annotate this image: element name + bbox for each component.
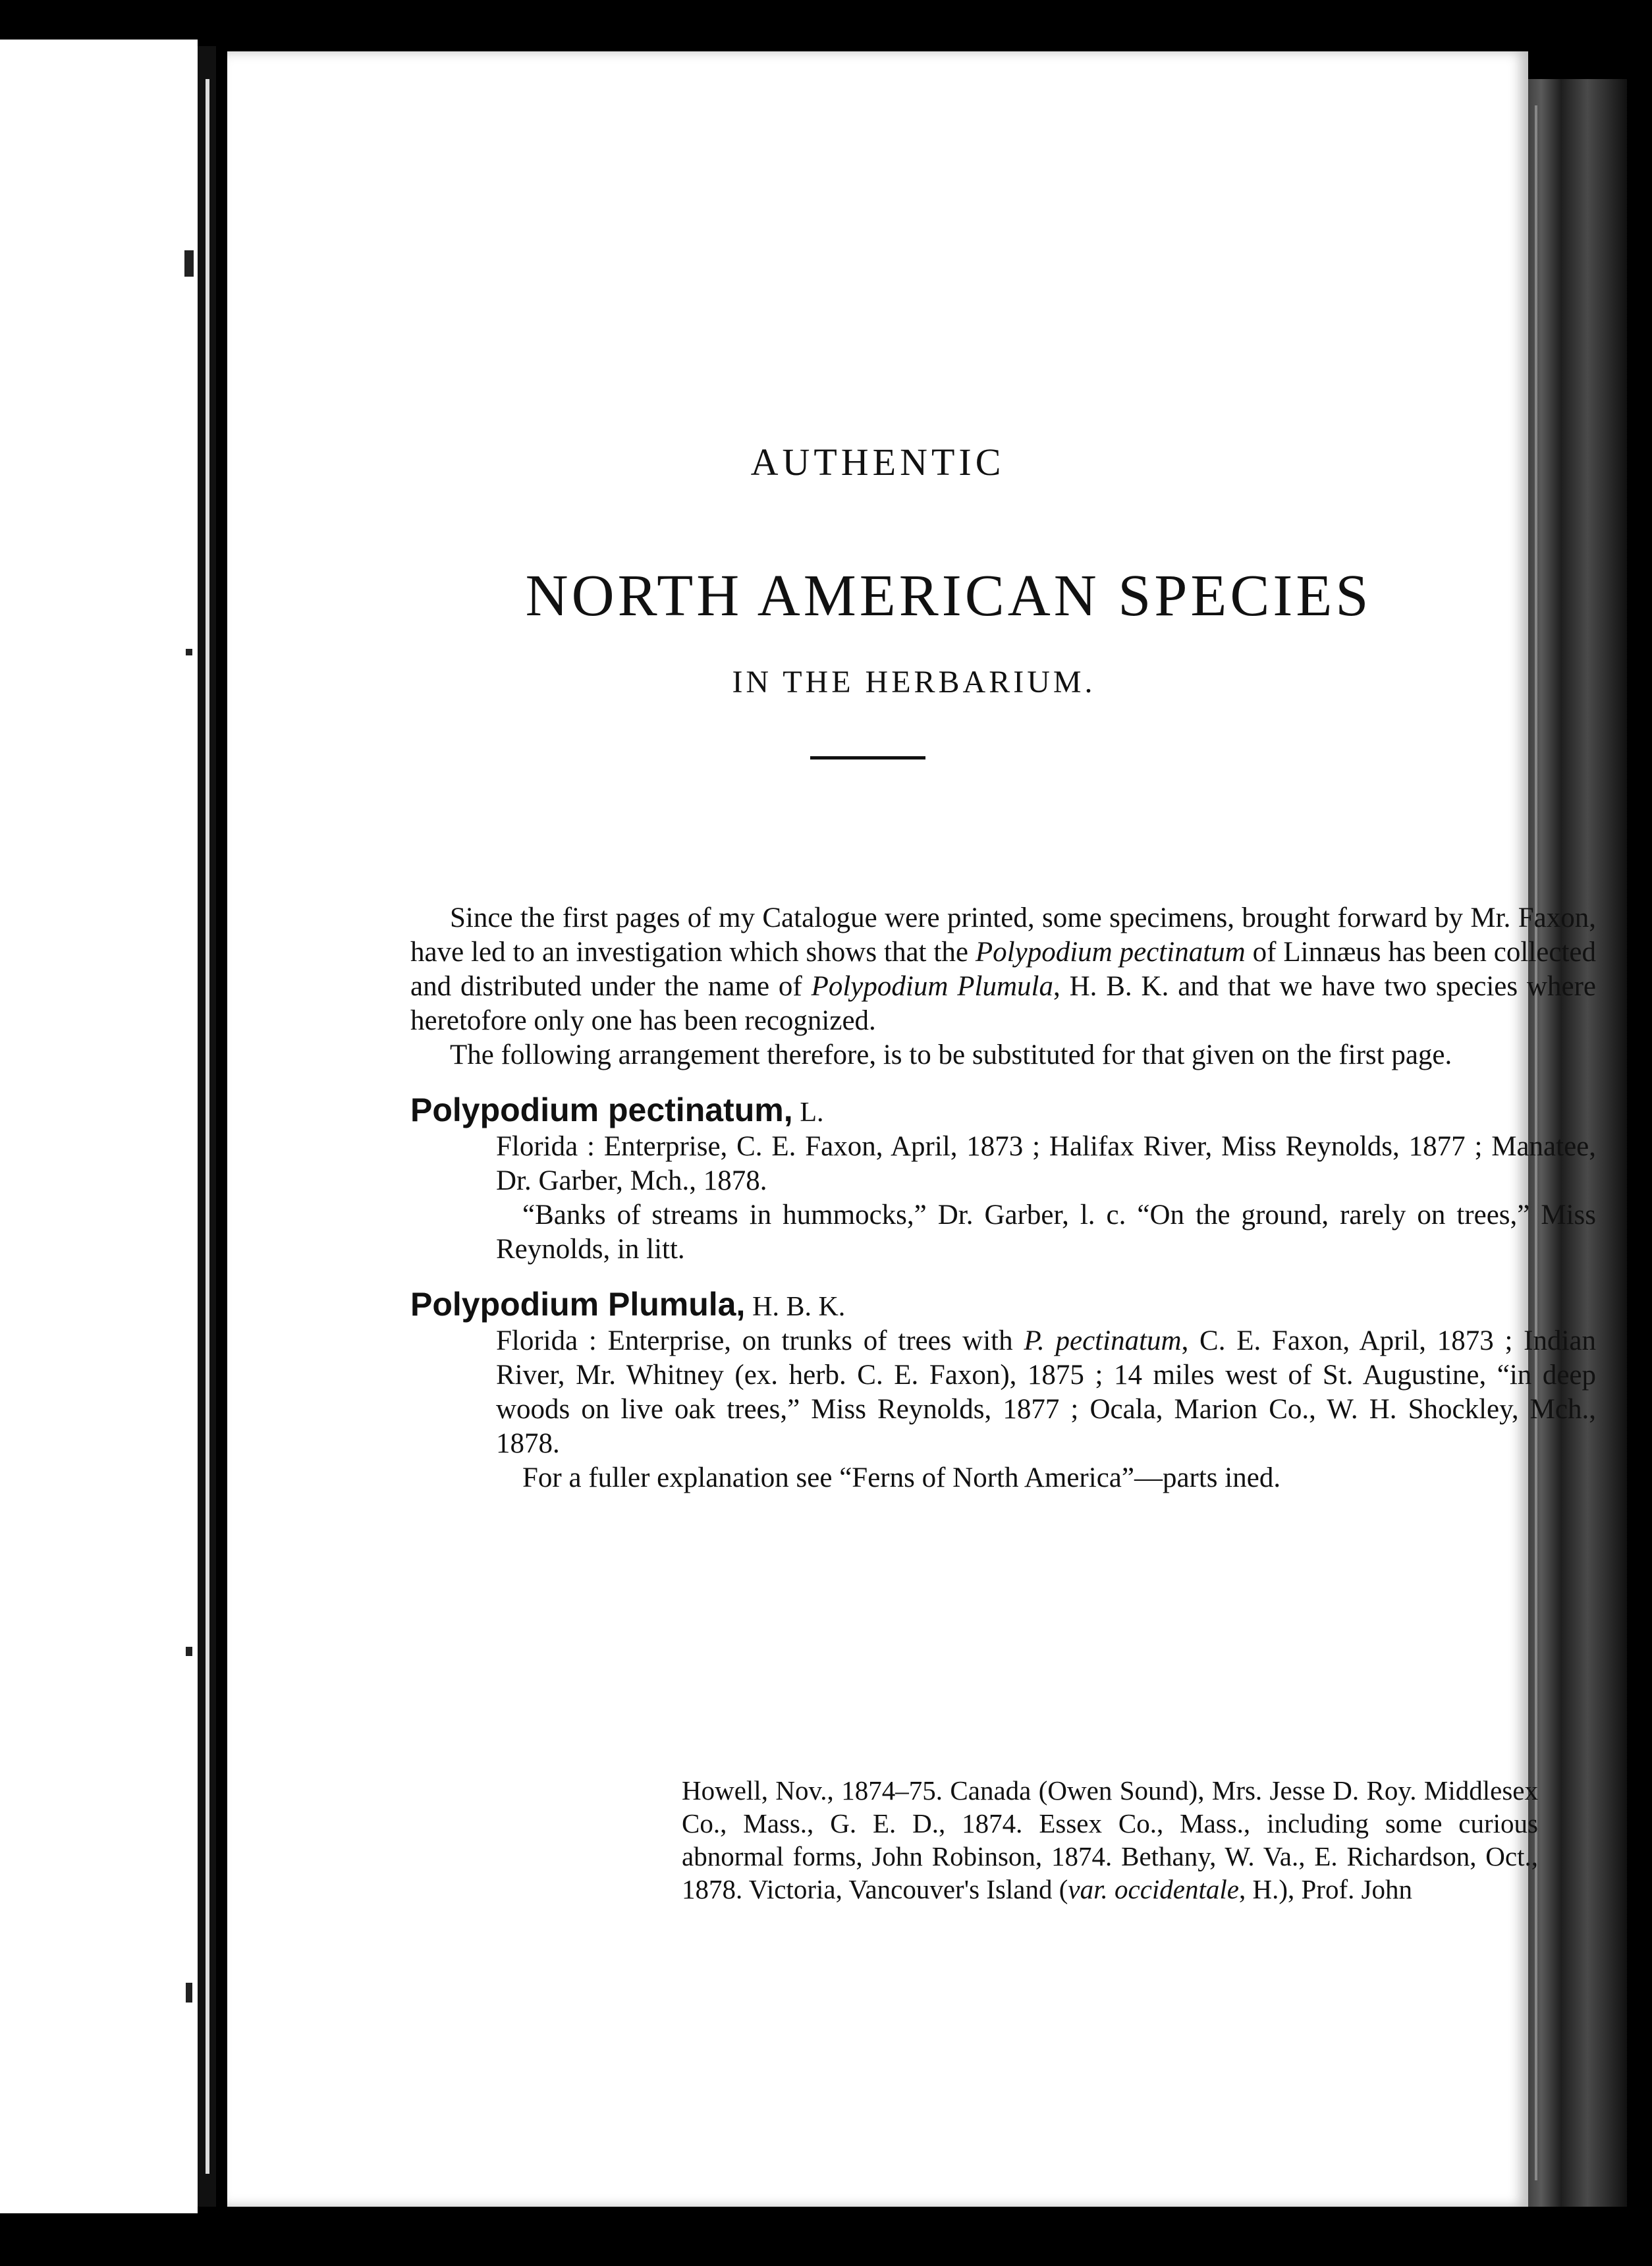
- margin-mark: [186, 649, 192, 655]
- species-author: H. B. K.: [752, 1292, 846, 1322]
- title-line-main: NORTH AMERICAN SPECIES: [525, 563, 1372, 628]
- left-page-edge-highlight: [206, 79, 209, 2174]
- species-localities: Florida : Enterprise, on trunks of trees with P. pectinatum, C. E. Faxon, April, 1873 ; Indian River, Mr. Whitney (ex. herb. C. E. Faxon), 1875 ; 14 miles west of St. Augustine, “in deep woods on live oak trees,” Miss Reynolds, 1877 ; Ocala, Marion Co., W. H. Shockley, Mch., 1878.: [496, 1325, 1596, 1459]
- species-localities: Florida : Enterprise, C. E. Faxon, April, 1873 ; Halifax River, Miss Reynolds, 1877 ; Manatee, Dr. Garber, Mch., 1878.: [496, 1131, 1596, 1196]
- intro-paragraph-2: The following arrangement therefore, is to be substituted for that given on the first page.: [450, 1039, 1452, 1070]
- document-page: [227, 51, 1596, 2207]
- title-rule: [810, 756, 925, 760]
- title-line-authentic: AUTHENTIC: [750, 441, 1005, 484]
- title-line-sub: IN THE HERBARIUM.: [732, 665, 1096, 700]
- species-name: Polypodium Plumula,: [410, 1286, 746, 1323]
- species-entry-pectinatum: [410, 1091, 1596, 1267]
- species-note: For a fuller explanation see “Ferns of North America”—parts ined.: [522, 1462, 1281, 1493]
- left-page: [0, 40, 198, 2213]
- margin-mark: [186, 1647, 192, 1656]
- species-heading: [410, 1091, 1596, 1130]
- species-heading: [410, 1285, 1596, 1324]
- species-name: Polypodium pectinatum,: [410, 1092, 793, 1128]
- continuation-text: Howell, Nov., 1874–75. Canada (Owen Sound), Mrs. Jesse D. Roy. Middlesex Co., Mass., G. E. D., 1874. Essex Co., Mass., including some curious abnormal forms, John Robinson, 1874. Bethany, W. Va., E. Richardson, Oct., 1878. Victoria, Vancouver's Island (var. occidentale, H.), Prof. John: [682, 1775, 1538, 1904]
- species-body: [410, 1130, 1596, 1267]
- species-body: [410, 1324, 1596, 1495]
- margin-mark: [186, 1983, 192, 2003]
- main-text: [410, 901, 1596, 1495]
- species-author: L.: [800, 1097, 824, 1128]
- margin-mark: [184, 250, 194, 277]
- species-habitat: “Banks of streams in hummocks,” Dr. Garber, l. c. “On the ground, rarely on trees,” Miss Reynolds, in litt.: [496, 1200, 1596, 1265]
- species-entry-plumula: [410, 1285, 1596, 1495]
- intro-paragraph-1: Since the first pages of my Catalogue were printed, some specimens, brought forward by Mr. Faxon, have led to an investigation which shows that the Polypodium pectinatum of Linnæus has been collected and distributed under the name of Polypodium Plumula, H. B. K. and that we have two species where heretofore only one has been recognized.: [410, 902, 1596, 1036]
